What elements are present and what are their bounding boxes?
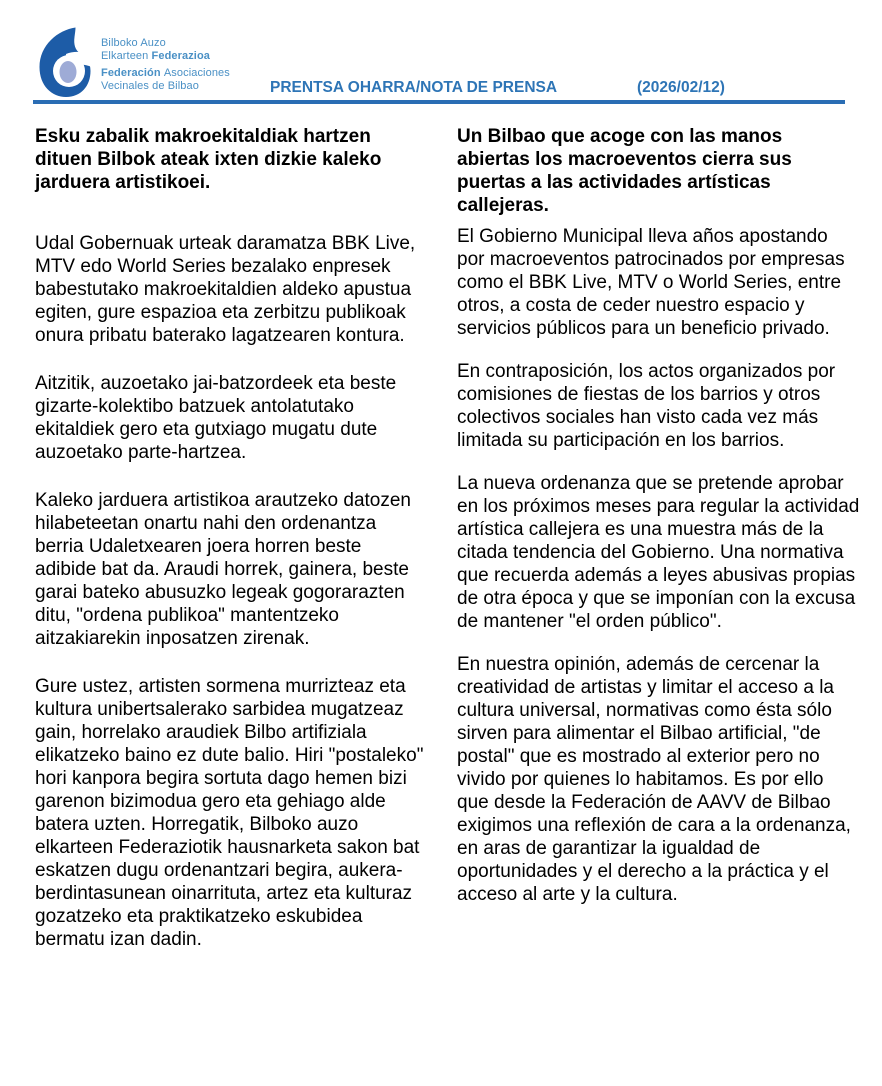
column-basque (35, 125, 427, 976)
spanish-paragraph-4: En nuestra opinión, además de cercenar la creatividad de artistas y limitar el acceso a la cultura universal, normativas como ésta sólo sirven para alimentar el Bilbao artificial, "de postal" que es mostrado al exterior pero no vivido por quienes lo habitamos. Es por ello que desde la Federación de AAVV de Bilbao exigimos una reflexión de cara a la ordenanza, en aras de garantizar la igualdad de oportunidades y el derecho a la práctica y el acceso al arte y la cultura. (457, 654, 851, 905)
document-header (0, 0, 882, 104)
federation-logo-icon (36, 26, 92, 98)
basque-paragraph-3: Kaleko jarduera artistikoa arautzeko datozen hilabeteetan onartu nahi den ordenantza berria Udaletxearen joera horren beste adibide bat da. Araudi horrek, gainera, beste garai bateko abusuzko legeak gogorarazten ditu, "ordena publikoa" mantentzeko aitzakiarekin inposatzen zirenak. (35, 490, 412, 649)
column-spanish (457, 125, 860, 976)
logo-line-2: Elkarteen (101, 50, 152, 62)
logo-line-3-bold: Federación (101, 67, 164, 79)
logo-text (101, 37, 230, 93)
logo-line-4: Vecinales de Bilbao (101, 80, 199, 92)
press-note-date: (2026/02/12) (637, 79, 725, 96)
spanish-paragraph-1: El Gobierno Municipal lleva años apostando por macroeventos patrocinados por empresas como el BBK Live, MTV o World Series, entre otros, a costa de ceder nuestro espacio y servicios públicos para un beneficio privado. (457, 226, 845, 339)
spanish-paragraph-3: La nueva ordenanza que se pretende aprobar en los próximos meses para regular la actividad artística callejera es una muestra más de la citada tendencia del Gobierno. Una normativa que recuerda además a leyes abusivas propias de otra época y que se imponían con la excusa de mantener "el orden público". (457, 473, 860, 632)
press-release-body (35, 125, 860, 976)
basque-paragraph-2: Aitzitik, auzoetako jai-batzordeek eta beste gizarte-kolektibo batzuek antolatutako ekitaldiek gero eta gutxiago mugatu dute auzoetako parte-hartzea. (35, 373, 397, 463)
header-divider-rule (33, 100, 845, 104)
spanish-headline: Un Bilbao que acoge con las manos abiertas los macroeventos cierra sus puertas a las actividades artísticas callejeras. (457, 126, 792, 216)
logo-line-2-bold: Federazioa (151, 50, 210, 62)
basque-paragraph-1: Udal Gobernuak urteak daramatza BBK Live, MTV edo World Series bezalako enpresek babestutako makroekitaldien aldeko apustua egiten, gure espazioa eta zerbitzu publikoak onura pribatu baterako lagatzearen kontura. (35, 233, 416, 346)
basque-paragraph-4: Gure ustez, artisten sormena murrizteaz eta kultura unibertsalerako sarbidea mugatzeaz gain, horrelako araudiek Bilbo artifiziala elikatzeko baino ez dute balio. Hiri "postaleko" hori kanpora begira sortuta dago hemen bizi garenon bizimodua gero eta gehiago alde batera uzten. Horregatik, Bilboko auzo elkarteen Federaziotik hausnarketa sakon bat eskatzen dugu ordenantzari begira, aukera-berdintasunean oinarrituta, artez eta kulturaz gozatzeko eta praktikatzeko eskubidea bermatu izan dadin. (35, 676, 424, 950)
logo-text-basque (101, 37, 230, 63)
logo-line-3: Asociaciones (163, 67, 230, 79)
press-note-title: PRENTSA OHARRA/NOTA DE PRENSA (270, 79, 558, 96)
basque-headline: Esku zabalik makroekitaldiak hartzen dituen Bilbok ateak ixten dizkie kaleko jarduera artistikoei. (35, 126, 382, 193)
spanish-paragraph-2: En contraposición, los actos organizados por comisiones de fiestas de los barrios y otros colectivos sociales han visto cada vez más limitada su participación en los barrios. (457, 361, 836, 451)
logo-line-1: Bilboko Auzo (101, 37, 166, 49)
logo-text-spanish (101, 67, 230, 93)
